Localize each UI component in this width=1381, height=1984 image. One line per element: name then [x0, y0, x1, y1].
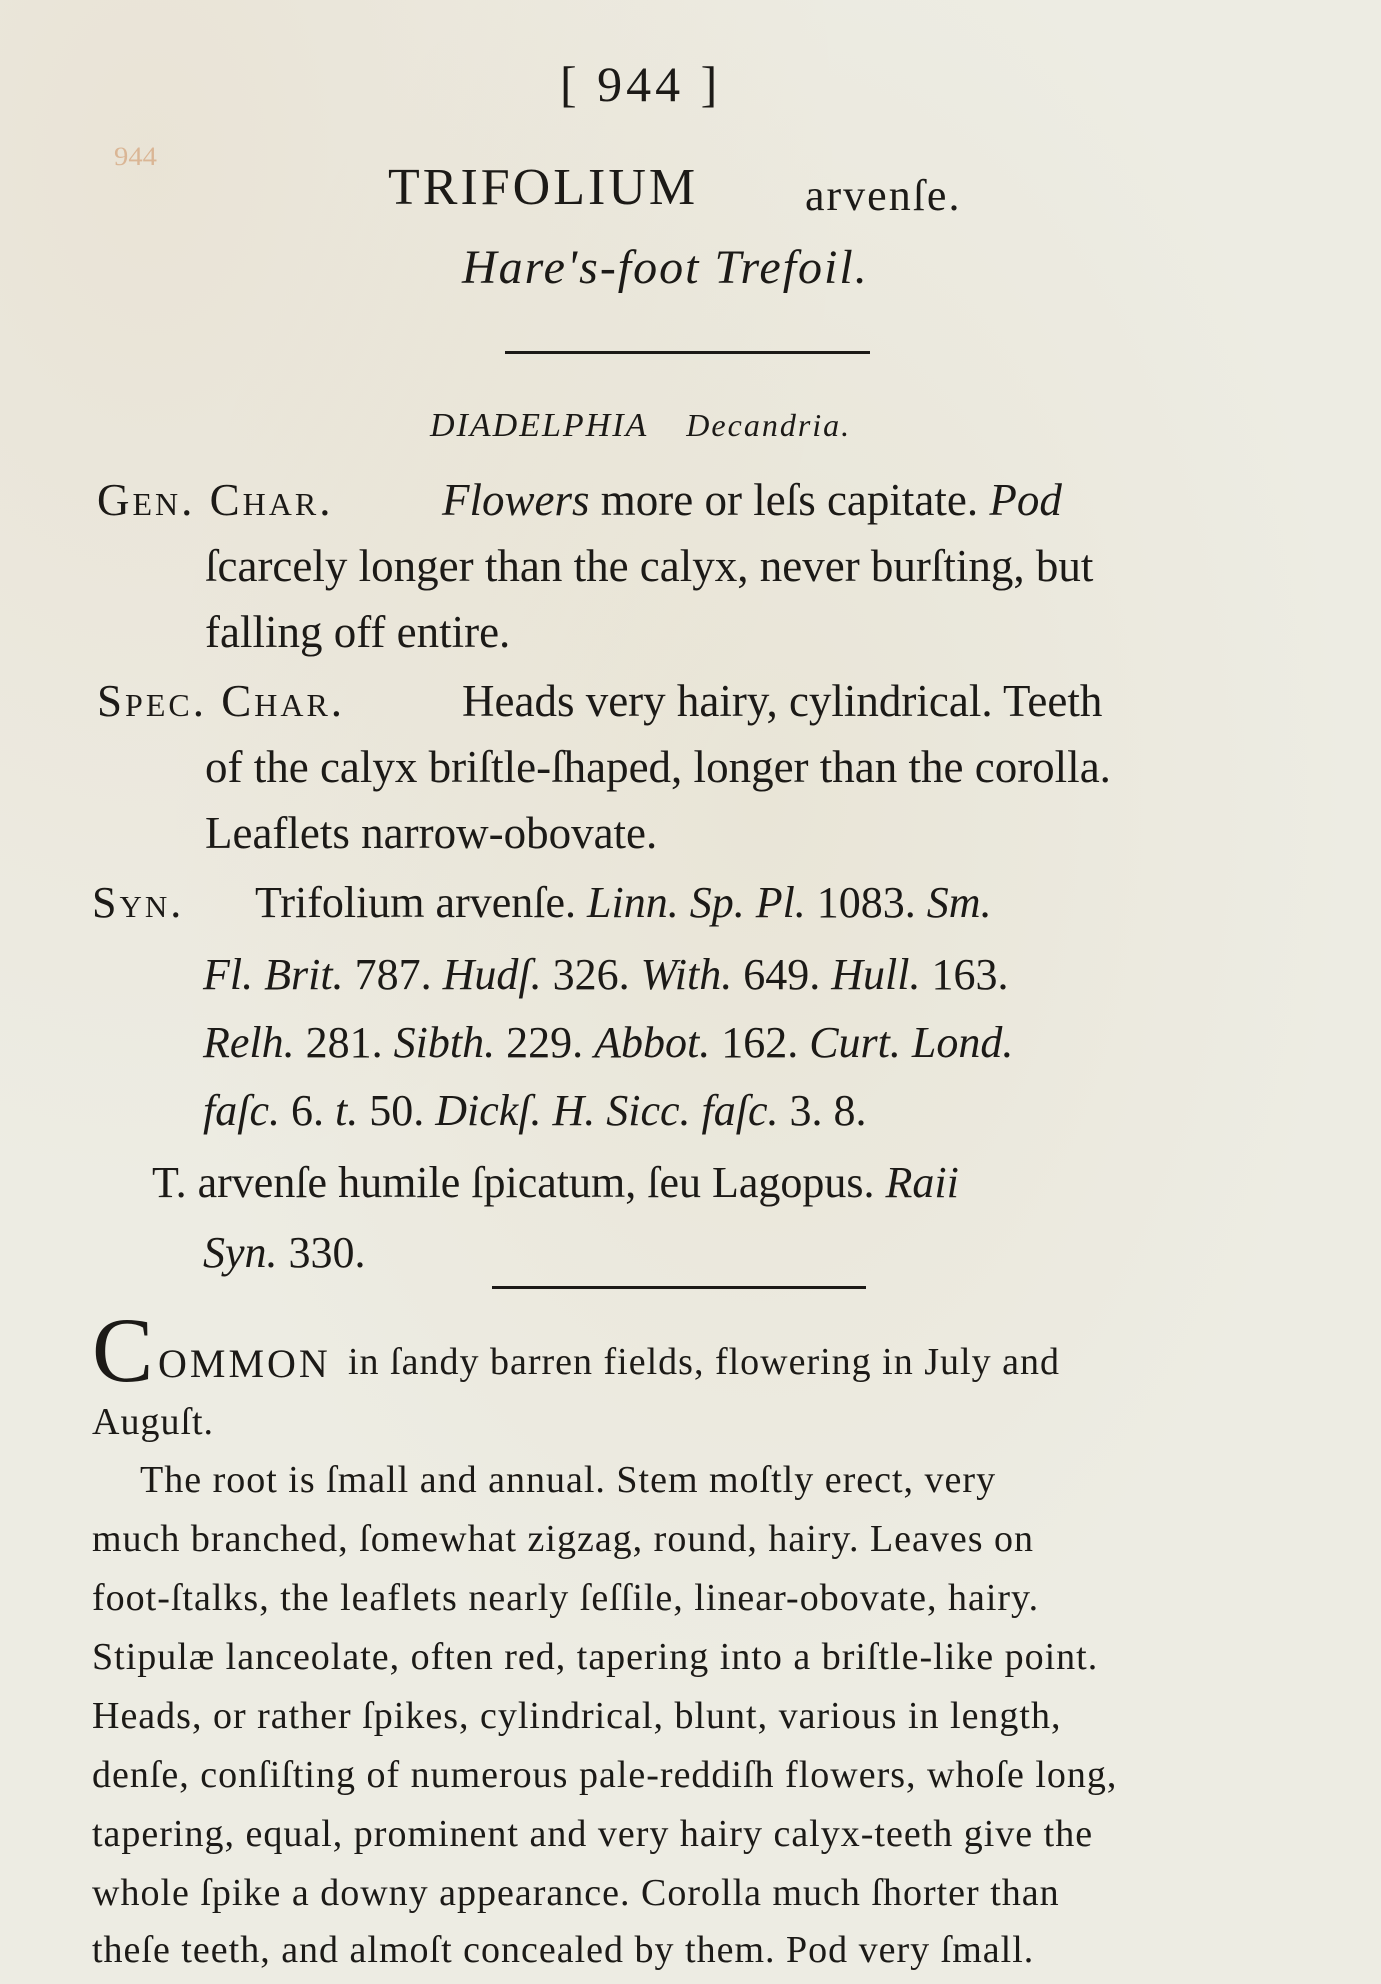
syn-line-6: Syn. 330. — [203, 1228, 366, 1277]
class-name: DIADELPHIA — [430, 407, 649, 444]
drop-word: OMMON — [158, 1341, 331, 1386]
paragraph-line: theſe teeth, and almoſt concealed by them. Pod very ſmall. — [92, 1929, 1035, 1971]
gen-char-line-1: Flowers more or leſs capitate. Pod — [442, 475, 1062, 525]
drop-cap: C — [92, 1299, 154, 1401]
syn-line-2: Fl. Brit. 787. Hudſ. 326. With. 649. Hull. 163. — [203, 950, 1009, 999]
spec-char-line-3: Leaflets narrow-obovate. — [205, 808, 658, 858]
order-name: Decandria. — [686, 407, 852, 443]
gen-char-line-2: ſcarcely longer than the calyx, never burſting, but — [205, 541, 1094, 591]
section-divider — [505, 351, 870, 354]
species-name: arvenſe. — [805, 171, 962, 220]
paragraph-line: tapering, equal, prominent and very hairy calyx-teeth give the — [92, 1813, 1094, 1855]
page-number: [ 944 ] — [560, 56, 722, 112]
syn-line-3: Relh. 281. Sibth. 229. Abbot. 162. Curt. Lond. — [203, 1018, 1014, 1067]
paragraph-line: The root is ſmall and annual. Stem moſtly erect, very — [140, 1459, 997, 1501]
common-name: Hare's-foot Trefoil. — [462, 241, 869, 294]
bleed-through-page-number: 944 — [114, 142, 157, 171]
spec-char-label: Spec. Char. — [97, 676, 346, 726]
description-line-1: in ſandy barren fields, flowering in July and — [348, 1341, 1060, 1383]
syn-line-4: faſc. 6. t. 50. Dickſ. H. Sicc. faſc. 3. 8. — [203, 1086, 867, 1135]
genus-title: TRIFOLIUM — [388, 159, 699, 216]
syn-line-5: T. arvenſe humile ſpicatum, ſeu Lagopus. Raii — [152, 1158, 959, 1207]
paragraph-line: Stipulæ lanceolate, often red, tapering into a briſtle-like point. — [92, 1636, 1099, 1678]
section-divider-2 — [492, 1286, 866, 1289]
paragraph-line: whole ſpike a downy appearance. Corolla much ſhorter than — [92, 1872, 1060, 1914]
spec-char-line-2: of the calyx briſtle-ſhaped, longer than the corolla. — [205, 742, 1111, 792]
spec-char-line-1: Heads very hairy, cylindrical. Teeth — [462, 676, 1103, 726]
paragraph-line: much branched, ſomewhat zigzag, round, hairy. Leaves on — [92, 1518, 1035, 1560]
paragraph-line: Heads, or rather ſpikes, cylindrical, blunt, various in length, — [92, 1695, 1062, 1737]
linnaean-classification — [430, 407, 851, 445]
syn-label: Syn. — [92, 878, 185, 927]
syn-line-1: Trifolium arvenſe. Linn. Sp. Pl. 1083. Sm. — [255, 878, 992, 927]
paragraph-line: foot-ſtalks, the leaflets nearly ſeſſile, linear-obovate, hairy. — [92, 1577, 1040, 1619]
gen-char-line-3: falling off entire. — [205, 607, 511, 657]
paragraph-line: denſe, conſiſting of numerous pale-reddiſh flowers, whoſe long, — [92, 1754, 1118, 1796]
gen-char-label: Gen. Char. — [97, 475, 334, 525]
description-line-2: Auguſt. — [92, 1401, 215, 1443]
